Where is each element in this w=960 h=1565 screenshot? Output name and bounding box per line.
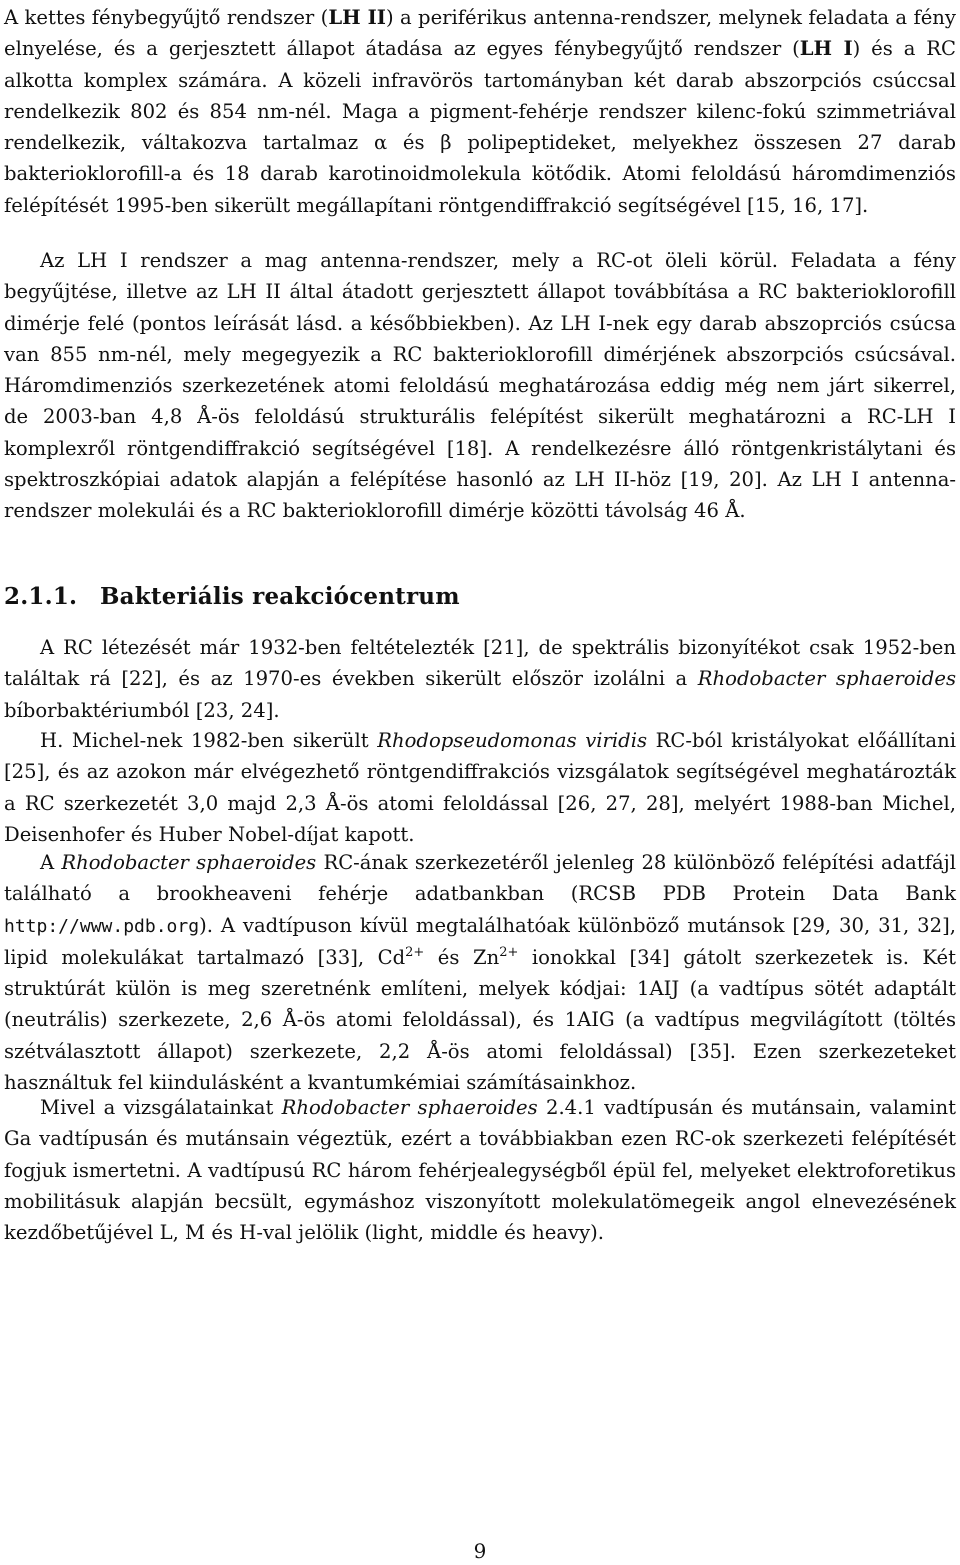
species-name: Rhodobacter sphaeroides: [61, 851, 317, 874]
text-run: 2.4.1 vadtípusán és mutánsain, valamint Ga vadtípusán és mutánsain végeztük, ezért a továbbiakban ezen RC-ok szerkezeti felépítését fogjuk ismertetni. A vadtípusú RC három fehérjealegységből épül fel, melyeket elektroforetikus mobilitásuk alapján becsült, egymáshoz viszonyított molekulatömegeik angol elnevezésének kezdőbetűjével L, M és H-val jelölik (light, middle és heavy).: [4, 1096, 956, 1245]
species-name: Rhodobacter sphaeroides: [281, 1096, 538, 1119]
paragraph-mutants: [4, 1092, 956, 1248]
bold-term-lh1: LH I: [799, 37, 853, 61]
text-run: bíborbaktériumból [23, 24].: [4, 698, 280, 722]
section-heading: [4, 583, 460, 610]
text-run: ionokkal [34] gátolt szerkezetek is. Két struktúrát külön is meg szeretnénk említeni, melyek kódjai: 1AIJ (a vadtípus sötét adaptált (neutrális) szerkezete, 2,6 Å-ös atomi feloldással), és 1AIG (a vadtípus megvilágított (töltés szétválasztott állapot) szerkezete, 2,2 Å-ös atomi feloldással) [35]. Ezen szerkezeteket használtuk fel kiindulásként a kvantumkémiai számításainkhoz.: [4, 945, 957, 1095]
section-title: Bakteriális reakciócentrum: [100, 583, 460, 610]
text-run: RC-ának szerkezetéről jelenleg 28 különböző felépítési adatfájl található a brookheaveni fehérje adatbankban (RCSB PDB Protein Data Bank: [4, 851, 956, 906]
text-run: ). A vadtípuson kívül megtalálhatóak különböző mutánsok [29, 30, 31, 32], lipid molekulákat tartalmazó [33], Cd: [4, 913, 956, 969]
text-run: A RC létezését már 1932-ben feltételezték [21], de spektrális bizonyítékot csak 1952-ben találtak rá [22], és az 1970-es években sikerült először izolálni a: [4, 636, 956, 691]
paragraph-pdb: [4, 847, 956, 1098]
species-name: Rhodobacter sphaeroides: [697, 667, 956, 691]
text-run: H. Michel-nek 1982-ben sikerült: [40, 729, 378, 752]
text-run: ) a periférikus antenna-rendszer, melynek feladata a fény elnyelése, és a gerjesztett állapot átadása az egyes fénybegyűjtő rendszer (: [4, 6, 956, 61]
text-run: Mivel a vizsgálatainkat: [40, 1096, 282, 1119]
paragraph-lh2: [4, 2, 956, 221]
pdb-url-link[interactable]: http://www.pdb.org: [4, 915, 200, 937]
cd-charge: 2+: [405, 944, 425, 960]
species-name: Rhodopseudomonas viridis: [377, 729, 648, 752]
text-run: A kettes fénybegyűjtő rendszer (: [4, 6, 329, 29]
bold-term-lh2: LH II: [328, 6, 386, 29]
zn-charge: 2+: [499, 944, 519, 960]
paragraph-lh1: Az LH I rendszer a mag antenna-rendszer, mely a RC-ot öleli körül. Feladata a fény begyűjtése, illetve az LH II által átadott gerjesztett állapot továbbítása a RC bakterioklorofill dimérje felé (pontos leírását lásd. a későbbiekben). Az LH I-nek egy darab abszoprciós csúcsa van 855 nm-nél, mely megegyezik a RC bakterioklorofill dimérjének abszorpciós csúcsával. Háromdimenziós szerkezetének atomi feloldású meghatározása eddig még nem járt sikerrel, de 2003-ban 4,8 Å-ös feloldású strukturális felépítést sikerült meghatározni a RC-LH I komplexről röntgendiffrakció segítségével [18]. A rendelkezésre álló röntgenkristálytani és spektroszkópiai adatok alapján a felépítése hasonló az LH II-höz [19, 20]. Az LH I antenna-rendszer molekulái és a RC bakterioklorofill dimérje közötti távolság 46 Å.: [4, 249, 956, 523]
paragraph-michel: [4, 725, 956, 850]
section-number: 2.1.1.: [4, 583, 78, 610]
page-number: 9: [473, 1539, 487, 1563]
text-run: A: [40, 851, 62, 874]
text-run: ) és a RC alkotta komplex számára. A közeli infravörös tartományban két darab abszorpciós csúccsal rendelkezik 802 és 854 nm-nél. Maga a pigment-fehérje rendszer kilenc-fokú szimmetriával rendelkezik, váltakozva tartalmaz α és β polipeptideket, melyekhez összesen 27 darab bakterioklorofill-a és 18 darab karotinoidmolekula kötődik. Atomi feloldású háromdimenziós felépítését 1995-ben sikerült megállapítani röntgendiffrakció segítségével [15, 16, 17].: [4, 37, 957, 217]
text-run: és Zn: [424, 945, 500, 969]
paragraph-rc-history: [4, 632, 956, 726]
text-run: RC-ból kristályokat előállítani [25], és az azokon már elvégezhető röntgendiffrakciós vizsgálatok segítségével meghatározták a RC szerkezetét 3,0 majd 2,3 Å-ös atomi feloldással [26, 27, 28], melyért 1988-ban Michel, Deisenhofer és Huber Nobel-díjat kapott.: [4, 729, 956, 846]
